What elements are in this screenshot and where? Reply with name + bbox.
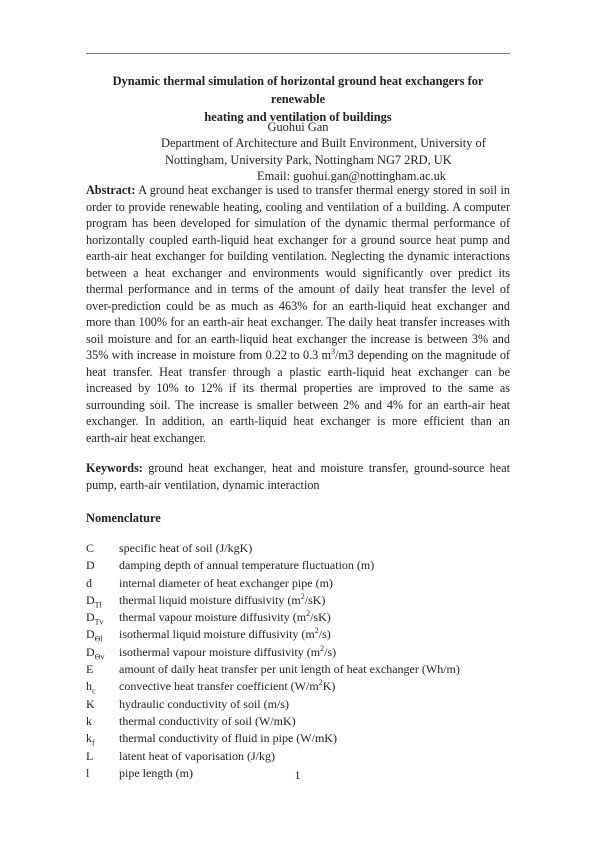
nomenclature-row (86, 557, 510, 574)
nomenclature-description: damping depth of annual temperature fluctuation (m) (119, 558, 375, 573)
abstract-line: more than 100% for an earth-air heat exchanger. The daily heat transfer increases with (86, 315, 510, 329)
nomenclature-symbol: $h_c$ (86, 679, 96, 696)
nomenclature-symbol: L (86, 748, 94, 763)
nomenclature-row (86, 644, 510, 661)
abstract-label: Abstract: (86, 183, 136, 197)
title-line-2: heating and ventilation of buildings (204, 110, 392, 124)
nomenclature-description: thermal vapour moisture diffusivity $(m^2/sK)$ (119, 609, 331, 625)
nomenclature-symbol: l (86, 765, 90, 780)
abstract-line: between a heat exchanger and environments would significantly over predict its (86, 265, 510, 280)
header-rule (86, 53, 510, 54)
nomenclature-row (86, 661, 510, 678)
nomenclature-row (86, 626, 510, 643)
abstract-line: program has been developed for simulation of the dynamic thermal performance of (86, 216, 510, 230)
abstract-line: earth-air heat exchanger. (86, 430, 207, 445)
nomenclature-description: amount of daily heat transfer per unit length of heat exchanger (Wh/m) (119, 662, 460, 677)
keywords-line: pump, earth-air ventilation, dynamic interaction (86, 478, 320, 492)
nomenclature-row (86, 575, 510, 592)
abstract-line: surrounding soil. The increase is smaller between 2% and 4% for an earth-air heat (86, 397, 510, 412)
keywords-label: Keywords: (86, 461, 143, 475)
nomenclature-symbol: K (86, 696, 95, 711)
nomenclature-symbol: k (86, 713, 92, 728)
nomenclature-description: isothermal liquid moisture diffusivity $(m^2/s)$ (119, 626, 331, 642)
nomenclature-description: thermal liquid moisture diffusivity $(m^2/sK)$ (119, 591, 326, 607)
abstract-line: soil moisture and for an earth-liquid heat exchanger the increase is between 3% and (86, 331, 510, 346)
keywords (86, 460, 510, 494)
nomenclature-symbol: $D_{Tl}$ (86, 592, 102, 610)
nomenclature-description: internal diameter of heat exchanger pipe (m) (119, 575, 333, 590)
affiliation (150, 135, 520, 185)
abstract-line: order to provide renewable heating, cooling and ventilation of a building. A computer (86, 199, 510, 214)
affiliation-line-1: Department of Architecture and Built Environment, University of (161, 136, 486, 150)
nomenclature-row (86, 592, 510, 609)
nomenclature-description: isothermal vapour moisture diffusivity $(m^2/s)$ (119, 643, 337, 659)
abstract-line: Abstract: A ground heat exchanger is used to transfer thermal energy stored in soil in (86, 183, 510, 197)
nomenclature-list (86, 540, 510, 782)
nomenclature-description: specific heat of soil (J/kgK) (119, 541, 253, 555)
abstract-line: over-prediction could be as much as 463% for an earth-liquid heat exchanger and (86, 298, 510, 313)
abstract-line: 35% with increase in moisture from 0.22 to 0.3 $m^3/m3$ depending on the magnitude of (86, 346, 510, 362)
nomenclature-row (86, 540, 510, 557)
nomenclature-description: pipe length (m) (119, 765, 193, 780)
abstract-line: increased by 10% to 12% if its thermal properties are improved to the same as (86, 381, 510, 395)
nomenclature-symbol: C (86, 541, 95, 555)
nomenclature-row (86, 713, 510, 730)
abstract-line: horizontally coupled earth-liquid heat exchanger for a ground source heat pump and (86, 232, 510, 247)
abstract-line: exchanger. In addition, an earth-liquid heat exchanger is more efficient than an (86, 414, 510, 428)
abstract (86, 182, 510, 446)
nomenclature-heading: Nomenclature (86, 511, 161, 525)
nomenclature-symbol: d (86, 575, 92, 590)
affiliation-line-2: Nottingham, University Park, Nottingham NG7 2RD, UK (165, 152, 452, 167)
abstract-line: earth-air heat exchanger for building ventilation. Neglecting the dynamic interactions (86, 249, 510, 263)
nomenclature-description: latent heat of vaporisation (J/kg) (119, 748, 275, 763)
nomenclature-symbol: $D_{\Theta v}$ (86, 644, 105, 662)
page-number: 1 (294, 768, 301, 782)
nomenclature-row (86, 748, 510, 765)
nomenclature-symbol: D (86, 558, 95, 573)
nomenclature-description: thermal conductivity of fluid in pipe (W/mK) (119, 731, 337, 746)
nomenclature-row (86, 696, 510, 713)
keywords-line: Keywords: ground heat exchanger, heat and moisture transfer, ground-source heat (86, 461, 510, 475)
nomenclature-description: thermal conductivity of soil (W/mK) (119, 713, 296, 728)
paper-title (86, 72, 510, 126)
nomenclature-description: convective heat transfer coefficient $(W/m^2K)$ (119, 678, 336, 694)
author-email: Email: guohui.gan@nottingham.ac.uk (257, 169, 446, 183)
abstract-line: heat transfer. Heat transfer through a plastic earth-liquid heat exchanger can be (86, 364, 510, 379)
nomenclature-description: hydraulic conductivity of soil (m/s) (119, 696, 289, 711)
nomenclature-row (86, 678, 510, 695)
nomenclature-symbol: $D_{Tv}$ (86, 610, 104, 627)
nomenclature-row (86, 730, 510, 747)
nomenclature-symbol: E (86, 662, 94, 677)
title-line-1: Dynamic thermal simulation of horizontal ground heat exchangers for renewable (112, 74, 484, 106)
nomenclature-row (86, 609, 510, 626)
abstract-line: thermal performance and in terms of the amount of daily heat transfer the level of (86, 282, 510, 296)
author-name: Guohui Gan (267, 120, 329, 134)
nomenclature-symbol: $D_{\Theta l}$ (86, 627, 103, 644)
nomenclature-symbol: $k_f$ (86, 731, 95, 748)
